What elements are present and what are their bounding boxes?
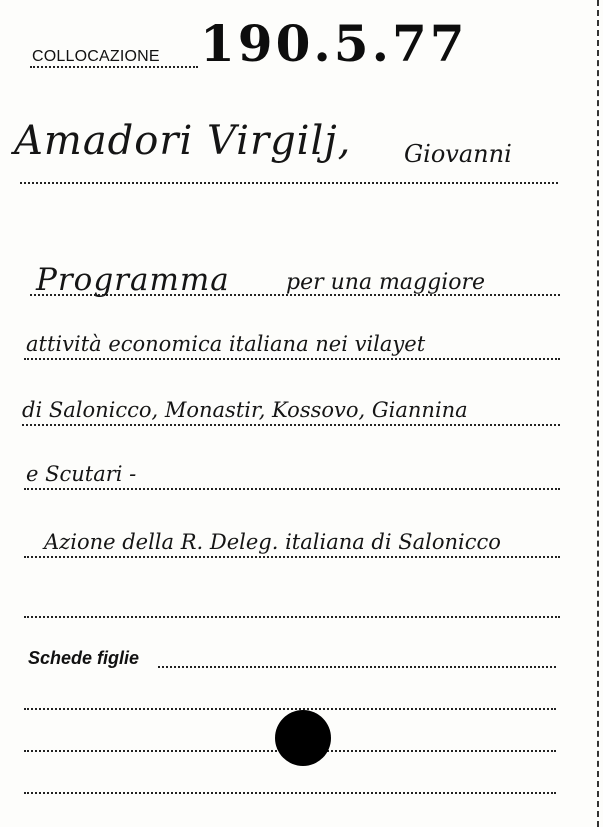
card-perforated-edge: [595, 0, 599, 827]
title-line-5: Azione della R. Deleg. italiana di Salonicco: [44, 530, 501, 554]
shelf-mark-number: 190.5.77: [200, 14, 468, 73]
author-surname: Amadori Virgilj,: [14, 118, 352, 164]
title-line-3: di Salonicco, Monastir, Kossovo, Giannina: [22, 398, 468, 422]
author-dotted-line: [20, 182, 558, 184]
title-line-1b: per una maggiore: [286, 270, 486, 295]
title-line-2: attività economica italiana nei vilayet: [26, 332, 426, 356]
title-dotted-line-3: [22, 424, 560, 426]
blank-dotted-line-4: [24, 792, 556, 794]
punch-hole: [275, 710, 331, 766]
title-line-1a: Programma: [36, 262, 230, 298]
schede-figlie-label: Schede figlie: [28, 648, 140, 668]
title-dotted-line-4: [24, 488, 560, 490]
title-dotted-line-5: [24, 556, 560, 558]
schede-dotted-line: [158, 666, 556, 668]
title-line-4: e Scutari -: [26, 462, 137, 486]
author-given-name: Giovanni: [404, 140, 512, 168]
blank-dotted-line-2: [24, 708, 556, 710]
blank-dotted-line-1: [24, 616, 560, 618]
title-dotted-line-1: [30, 294, 560, 296]
title-dotted-line-2: [24, 358, 560, 360]
header-dotted-line: [30, 66, 198, 68]
collocazione-label: COLLOCAZIONE: [32, 48, 160, 65]
